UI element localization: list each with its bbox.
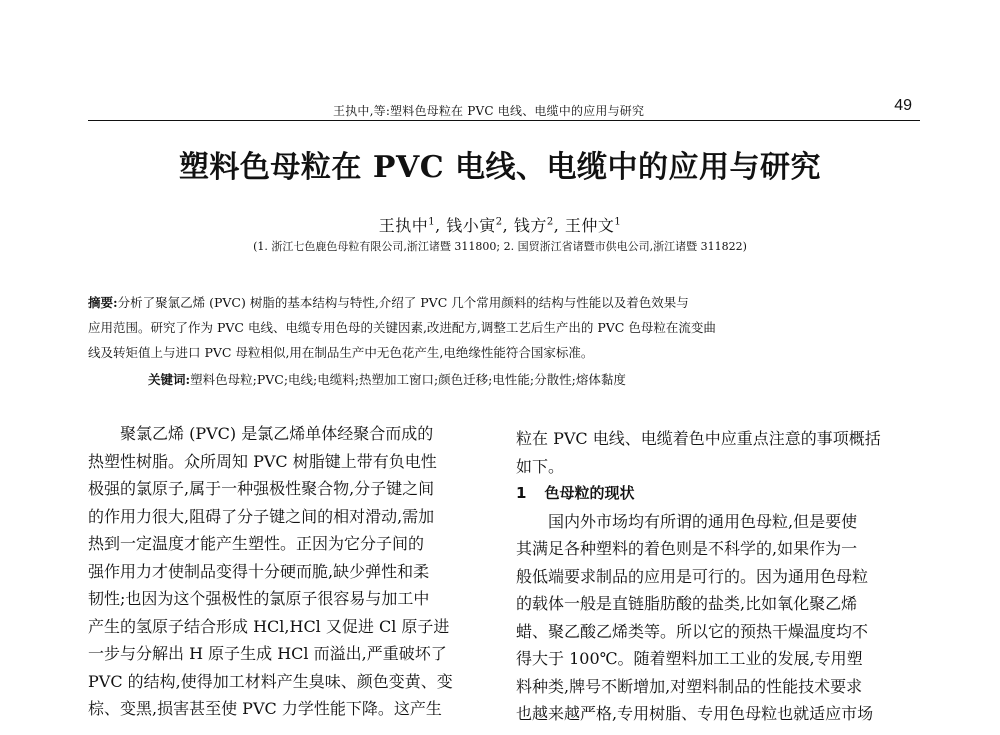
author-name: 钱小寅 <box>446 216 496 235</box>
left-column <box>88 420 480 723</box>
section-heading <box>516 480 908 508</box>
body-line: 粒在 PVC 电线、电缆着色中应重点注意的事项概括 <box>516 429 881 448</box>
keywords <box>148 370 908 388</box>
author-name: 钱方 <box>513 216 547 235</box>
running-head <box>88 97 920 121</box>
body-line: 也越来越严格,专用树脂、专用色母粒也就适应市场 <box>516 704 874 723</box>
running-head-text: 王执中,等:塑料色母粒在 PVC 电线、电缆中的应用与研究 <box>333 104 645 118</box>
body-line: 国内外市场均有所谓的通用色母粒,但是要使 <box>548 511 858 531</box>
keywords-label: 关键词: <box>148 372 191 387</box>
body-line: PVC 的结构,使得加工材料产生臭味、颜色变黄、变 <box>88 671 453 691</box>
right-column <box>516 425 908 728</box>
body-line: 得大于 100℃。随着塑料加工工业的发展,专用塑 <box>516 649 863 668</box>
page-number: 49 <box>894 97 912 114</box>
body-line: 的载体一般是直链脂肪酸的盐类,比如氧化聚乙烯 <box>516 594 858 613</box>
abstract <box>88 290 888 365</box>
author-affil-mark: 1 <box>614 216 622 228</box>
body-line: 如下。 <box>516 456 565 476</box>
author-name: 王仲文 <box>564 216 615 235</box>
author-name: 王执中 <box>378 216 429 235</box>
body-line: 极强的氯原子,属于一种强极性聚合物,分子键之间 <box>88 479 435 498</box>
body-line: 强作用力才使制品变得十分硬而脆,缺少弹性和柔 <box>88 561 430 581</box>
section-number: 1 <box>516 484 527 502</box>
author-affil-mark: 1 <box>428 216 436 228</box>
abstract-label: 摘要: <box>88 295 118 310</box>
abstract-line: 线及转矩值上与进口 PVC 母粒相似,用在制品生产中无色花产生,电绝缘性能符合国家标准。 <box>88 345 594 360</box>
body-line: 热塑性树脂。众所周知 PVC 树脂键上带有负电性 <box>88 451 437 471</box>
abstract-line: 摘要:分析了聚氯乙烯 (PVC) 树脂的基本结构与特性,介绍了 PVC 几个常用颜料的结构与性能以及着色效果与 <box>88 295 689 310</box>
author-affil-mark: 2 <box>495 216 503 228</box>
paper-title: 塑料色母粒在 PVC 电线、电缆中的应用与研究 <box>178 150 822 185</box>
body-line: 聚氯乙烯 (PVC) 是氯乙烯单体经聚合而成的 <box>120 424 434 443</box>
body-line: 般低端要求制品的应用是可行的。因为通用色母粒 <box>516 566 869 586</box>
section-title: 色母粒的现状 <box>544 484 635 502</box>
body-line: 一步与分解出 H 原子生成 HCl 而溢出,严重破坏了 <box>88 644 447 663</box>
abstract-line: 应用范围。研究了作为 PVC 电线、电缆专用色母的关键因素,改进配方,调整工艺后生产出的 PVC 色母粒在流变曲 <box>88 320 716 335</box>
body-line: 料种类,牌号不断增加,对塑料制品的性能技术要求 <box>516 676 863 696</box>
body-line: 产生的氢原子结合形成 HCl,HCl 又促进 Cl 原子进 <box>88 616 450 636</box>
body-line: 的作用力很大,阻碍了分子键之间的相对滑动,需加 <box>88 506 435 526</box>
author-list: 王执中$^1$, 钱小寅$^2$, 钱方$^2$, 王仲文$^1$ <box>378 216 622 235</box>
author-affil-mark: 2 <box>546 216 554 228</box>
body-line: 其满足各种塑料的着色则是不科学的,如果作为一 <box>516 539 858 558</box>
keywords-text: 塑料色母粒;PVC;电线;电缆料;热塑加工窗口;颜色迁移;电性能;分散性;熔体黏度 <box>190 372 626 387</box>
body-line: 热到一定温度才能产生塑性。正因为它分子间的 <box>88 534 425 553</box>
body-line: 韧性;也因为这个强极性的氯原子很容易与加工中 <box>88 589 430 608</box>
body-line: 蜡、聚乙酸乙烯类等。所以它的预热干燥温度均不 <box>516 621 869 641</box>
affiliations: (1. 浙江七色鹿色母粒有限公司,浙江诸暨 311800; 2. 国贸浙江省诸暨市供电公司,浙江诸暨 311822) <box>253 240 747 253</box>
body-line: 棕、变黑,损害甚至使 PVC 力学性能下降。这产生 <box>88 699 442 718</box>
